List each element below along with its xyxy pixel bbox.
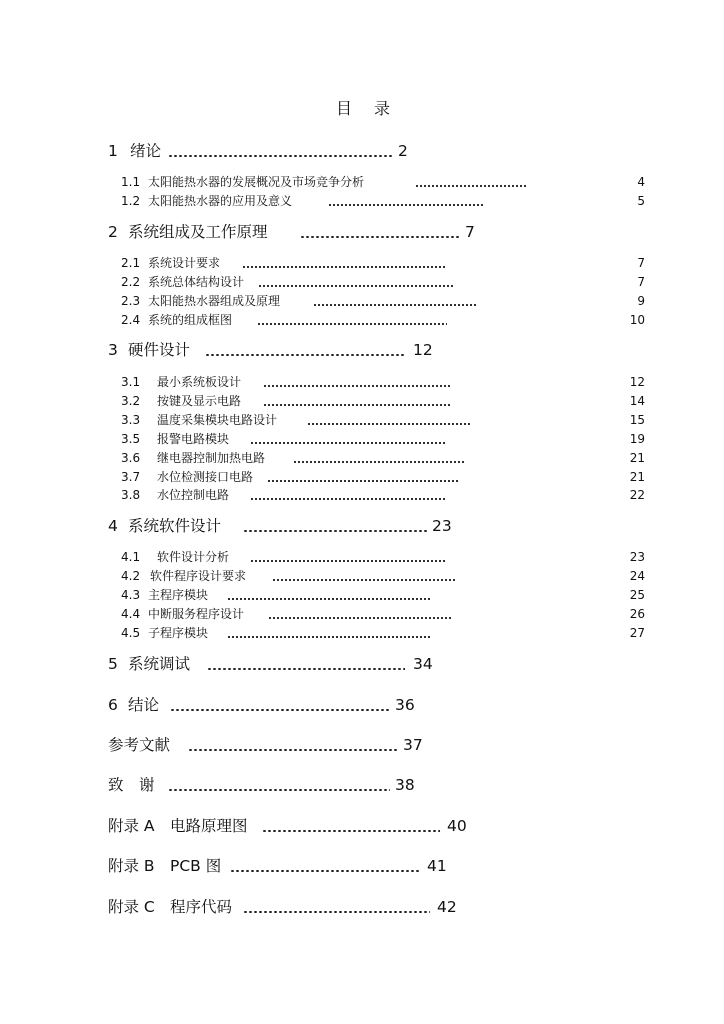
toc-entry-number: 4.5: [121, 626, 141, 640]
toc-entry-number: 2.1: [121, 256, 141, 270]
toc-entry-number: 3.2: [121, 394, 141, 408]
toc-entry-number: 5: [108, 655, 118, 673]
dot-leader: [188, 749, 398, 752]
toc-entry-title: 主程序模块: [148, 588, 209, 602]
toc-entry-title: PCB 图: [170, 857, 222, 875]
dot-leader: [328, 204, 485, 206]
dot-leader: [207, 668, 405, 671]
toc-page-number: 38: [395, 776, 415, 794]
toc-entry-number: 2.4: [121, 313, 141, 327]
toc-entry-number: 4: [108, 517, 118, 535]
toc-entry-title: 软件程序设计要求: [150, 569, 247, 583]
toc-entry-title: 继电器控制加热电路: [157, 451, 266, 465]
toc-entry-title: 按键及显示电路: [157, 394, 242, 408]
toc-entry-title: 温度采集模块电路设计: [157, 413, 278, 427]
toc-entry-title: 太阳能热水器组成及原理: [148, 294, 281, 308]
toc-entry-number: 3.3: [121, 413, 141, 427]
toc-page-number: 25: [629, 588, 645, 602]
toc-page-number: 23: [432, 517, 452, 535]
toc-entry-number: 4.3: [121, 588, 141, 602]
toc-entry-number: 附录 A: [108, 817, 155, 835]
toc-page-number: 34: [413, 655, 433, 673]
toc-entry-title: 软件设计分析: [157, 550, 230, 564]
toc-entry-title: 系统软件设计: [128, 517, 222, 535]
dot-leader: [250, 498, 445, 500]
toc-page-number: 27: [629, 626, 645, 640]
toc-entry-number: 2.3: [121, 294, 141, 308]
toc-entry-title: 参考文献: [108, 736, 171, 754]
toc-page-number: 22: [629, 488, 645, 502]
toc-page-number: 37: [403, 736, 423, 754]
toc-page-number: 36: [395, 696, 415, 714]
dot-leader: [267, 480, 458, 482]
title-char: 目: [336, 99, 353, 118]
toc-page-number: 7: [637, 256, 645, 270]
dot-leader: [258, 285, 455, 287]
toc-entry-title: 程序代码: [170, 898, 233, 916]
dot-leader: [168, 789, 390, 792]
toc-entry-title: 太阳能热水器的发展概况及市场竞争分析: [148, 175, 365, 189]
toc-entry-title: 中断服务程序设计: [148, 607, 245, 621]
dot-leader: [243, 530, 427, 533]
dot-leader: [262, 830, 440, 833]
toc-entry-number: 附录 C: [108, 898, 155, 916]
dot-leader: [205, 354, 405, 357]
toc-entry-number: 附录 B: [108, 857, 155, 875]
toc-page-number: 15: [629, 413, 645, 427]
dot-leader: [170, 709, 390, 712]
dot-leader: [272, 579, 455, 581]
dot-leader: [268, 617, 452, 619]
toc-entry-title: 子程序模块: [148, 626, 209, 640]
dot-leader: [230, 870, 420, 873]
toc-page-number: 2: [398, 142, 408, 160]
toc-page-number: 40: [447, 817, 467, 835]
toc-entry-number: 3: [108, 341, 118, 359]
dot-leader: [250, 442, 445, 444]
dot-leader: [243, 911, 430, 914]
dot-leader: [168, 155, 392, 158]
toc-page-number: 21: [629, 470, 645, 484]
dot-leader: [300, 236, 460, 239]
toc-entry-title: 结论: [128, 696, 160, 714]
toc-entry-number: 1.1: [121, 175, 141, 189]
toc-entry-title: 系统调试: [128, 655, 191, 673]
toc-page-number: 14: [629, 394, 645, 408]
toc-entry-title: 系统总体结构设计: [148, 275, 245, 289]
toc-entry-title: 绪论: [130, 142, 162, 160]
toc-entry-title: 系统的组成框图: [148, 313, 233, 327]
dot-leader: [307, 423, 472, 425]
dot-leader: [227, 636, 432, 638]
toc-entry-title: 太阳能热水器的应用及意义: [148, 194, 293, 208]
toc-entry-number: 2: [108, 223, 118, 241]
dot-leader: [242, 266, 445, 268]
toc-page-number: 42: [437, 898, 457, 916]
toc-entry-number: 3.1: [121, 375, 141, 389]
toc-entry-title: 硬件设计: [128, 341, 191, 359]
toc-entry-title: 电路原理图: [170, 817, 248, 835]
toc-page-number: 26: [629, 607, 645, 621]
toc-page-number: 7: [637, 275, 645, 289]
toc-entry-number: 3.7: [121, 470, 141, 484]
toc-page-number: 12: [413, 341, 433, 359]
dot-leader: [250, 560, 445, 562]
toc-entry-number: 4.1: [121, 550, 141, 564]
toc-page-number: 23: [629, 550, 645, 564]
toc-entry-title: 最小系统板设计: [157, 375, 242, 389]
dot-leader: [293, 461, 466, 463]
toc-entry-number: 3.5: [121, 432, 141, 446]
toc-entry-title: 系统设计要求: [148, 256, 221, 270]
title-char: 录: [374, 99, 391, 118]
dot-leader: [313, 304, 478, 306]
toc-page-number: 21: [629, 451, 645, 465]
toc-page-number: 24: [629, 569, 645, 583]
toc-entry-number: 2.2: [121, 275, 141, 289]
toc-entry-title: 致 谢: [108, 776, 155, 794]
toc-entry-number: 1.2: [121, 194, 141, 208]
toc-entry-number: 1: [108, 142, 118, 160]
toc-page-number: 7: [465, 223, 475, 241]
toc-page-number: 12: [629, 375, 645, 389]
toc-entry-number: 6: [108, 696, 118, 714]
dot-leader: [263, 404, 452, 406]
toc-entry-number: 4.4: [121, 607, 141, 621]
toc-entry-title: 系统组成及工作原理: [128, 223, 268, 241]
toc-page-number: 19: [629, 432, 645, 446]
dot-leader: [263, 385, 452, 387]
dot-leader: [227, 598, 432, 600]
dot-leader: [257, 323, 447, 325]
toc-entry-number: 3.6: [121, 451, 141, 465]
toc-entry-title: 水位检测接口电路: [157, 470, 254, 484]
toc-entry-title: 水位控制电路: [157, 488, 230, 502]
toc-page-number: 9: [637, 294, 645, 308]
dot-leader: [415, 185, 528, 187]
toc-entry-number: 4.2: [121, 569, 141, 583]
toc-page-number: 41: [427, 857, 447, 875]
toc-entry-number: 3.8: [121, 488, 141, 502]
toc-title: [336, 101, 412, 117]
toc-page-number: 4: [637, 175, 645, 189]
toc-entry-title: 报警电路模块: [157, 432, 230, 446]
toc-page-number: 10: [629, 313, 645, 327]
toc-page-number: 5: [637, 194, 645, 208]
